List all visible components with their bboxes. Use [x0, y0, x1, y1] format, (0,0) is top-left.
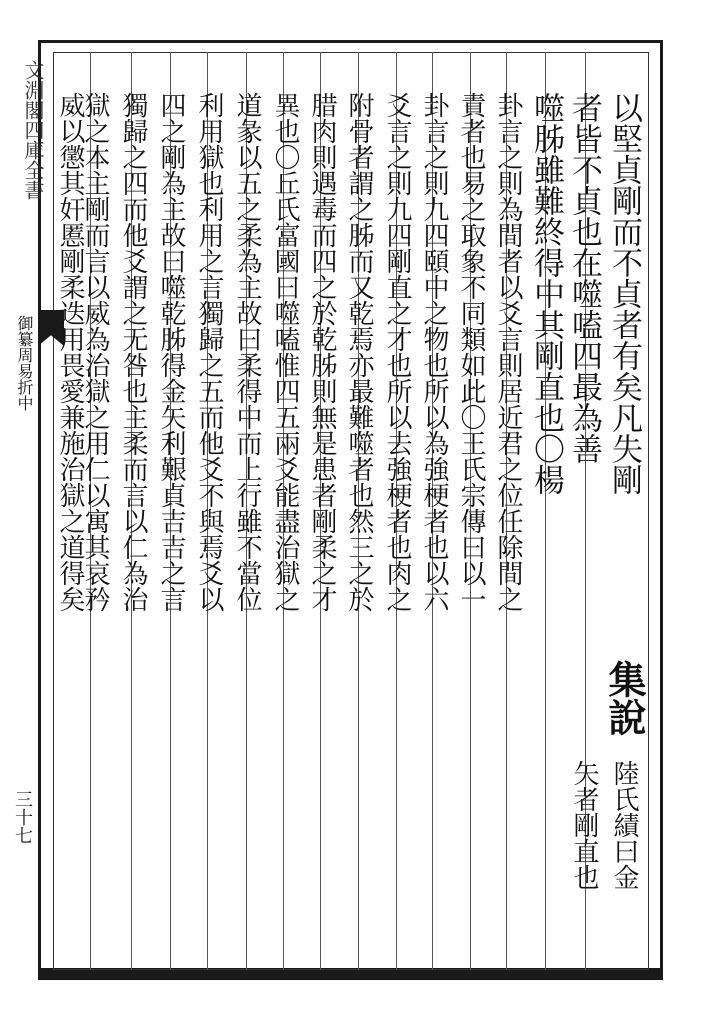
running-head: [20, 60, 46, 200]
column-text: 者皆不貞也在噬嗑四最為善: [566, 92, 602, 464]
column-text: 責者也易之取象不同類如此〇王氏宗傳曰以一: [456, 92, 486, 612]
column-text: 四之剛為主故曰噬乾胏得金矢利艱貞吉吉之言: [156, 92, 186, 612]
text-column-6: [414, 92, 454, 612]
column-text: 矢者剛直也: [569, 760, 599, 890]
column-text: 爻言之則九四剛直之才也所以去強梗者也肉之: [382, 92, 412, 612]
jishuo-column-2: [564, 760, 604, 890]
text-column-4: [488, 92, 528, 612]
column-text: 異也〇丘氏富國曰噬嗑惟四五兩爻能盡治獄之: [270, 92, 300, 612]
section-heading-text: 集說: [602, 660, 647, 736]
text-column-1: [604, 92, 644, 495]
column-text: 獨歸之四而他爻謂之无咎也主柔而言以仁為治: [118, 92, 148, 612]
book-title-text: 御纂周易折中: [15, 315, 34, 411]
column-text: 噬胏雖難終得中其剛直也〇楊: [528, 92, 564, 495]
page-number-text: 三十七: [12, 790, 33, 844]
running-head-text: 文淵閣四庫全書: [21, 60, 45, 200]
column-text: 卦言之則九四頤中之物也所以為強梗者也以六: [419, 92, 449, 612]
column-text: 利用獄也利用之言獨歸之五而他爻不與焉爻以: [194, 92, 224, 612]
column-text: 獄之本主剛而言以威為治獄之用仁以寓其哀矜: [80, 92, 110, 612]
text-column-10: [265, 92, 305, 612]
text-column-5: [451, 92, 491, 612]
book-title: [12, 315, 32, 418]
text-column-2: [564, 92, 604, 464]
column-text: 腊肉則遇毒而四之於乾胏則無是患者剛柔之才: [307, 92, 337, 612]
text-column-12: [189, 92, 229, 612]
text-column-9: [302, 92, 342, 612]
text-column-8: [339, 92, 379, 612]
column-text: 卦言之則為間者以爻言則居近君之位任除間之: [493, 92, 523, 612]
text-column-13: [151, 92, 191, 612]
text-column-3: [526, 92, 566, 495]
text-column-7: [377, 92, 417, 612]
page-number: [8, 790, 36, 850]
column-text: 道彖以五之柔為主故曰柔得中而上行雖不當位: [232, 92, 262, 612]
jishuo-column-1: [604, 760, 644, 890]
section-heading: [594, 660, 654, 746]
column-text: 以堅貞剛而不貞者有矣凡失剛: [606, 92, 642, 495]
column-text: 陸氏績曰金: [609, 760, 639, 890]
column-text: 威以懲其奸慝剛柔迭用畏愛兼施治獄之道得矣: [55, 92, 85, 612]
text-column-16: [56, 92, 90, 612]
text-column-11: [227, 92, 267, 612]
column-text: 附骨者謂之胏而又乾焉亦最難噬者也然三之於: [344, 92, 374, 612]
text-column-14: [113, 92, 153, 612]
